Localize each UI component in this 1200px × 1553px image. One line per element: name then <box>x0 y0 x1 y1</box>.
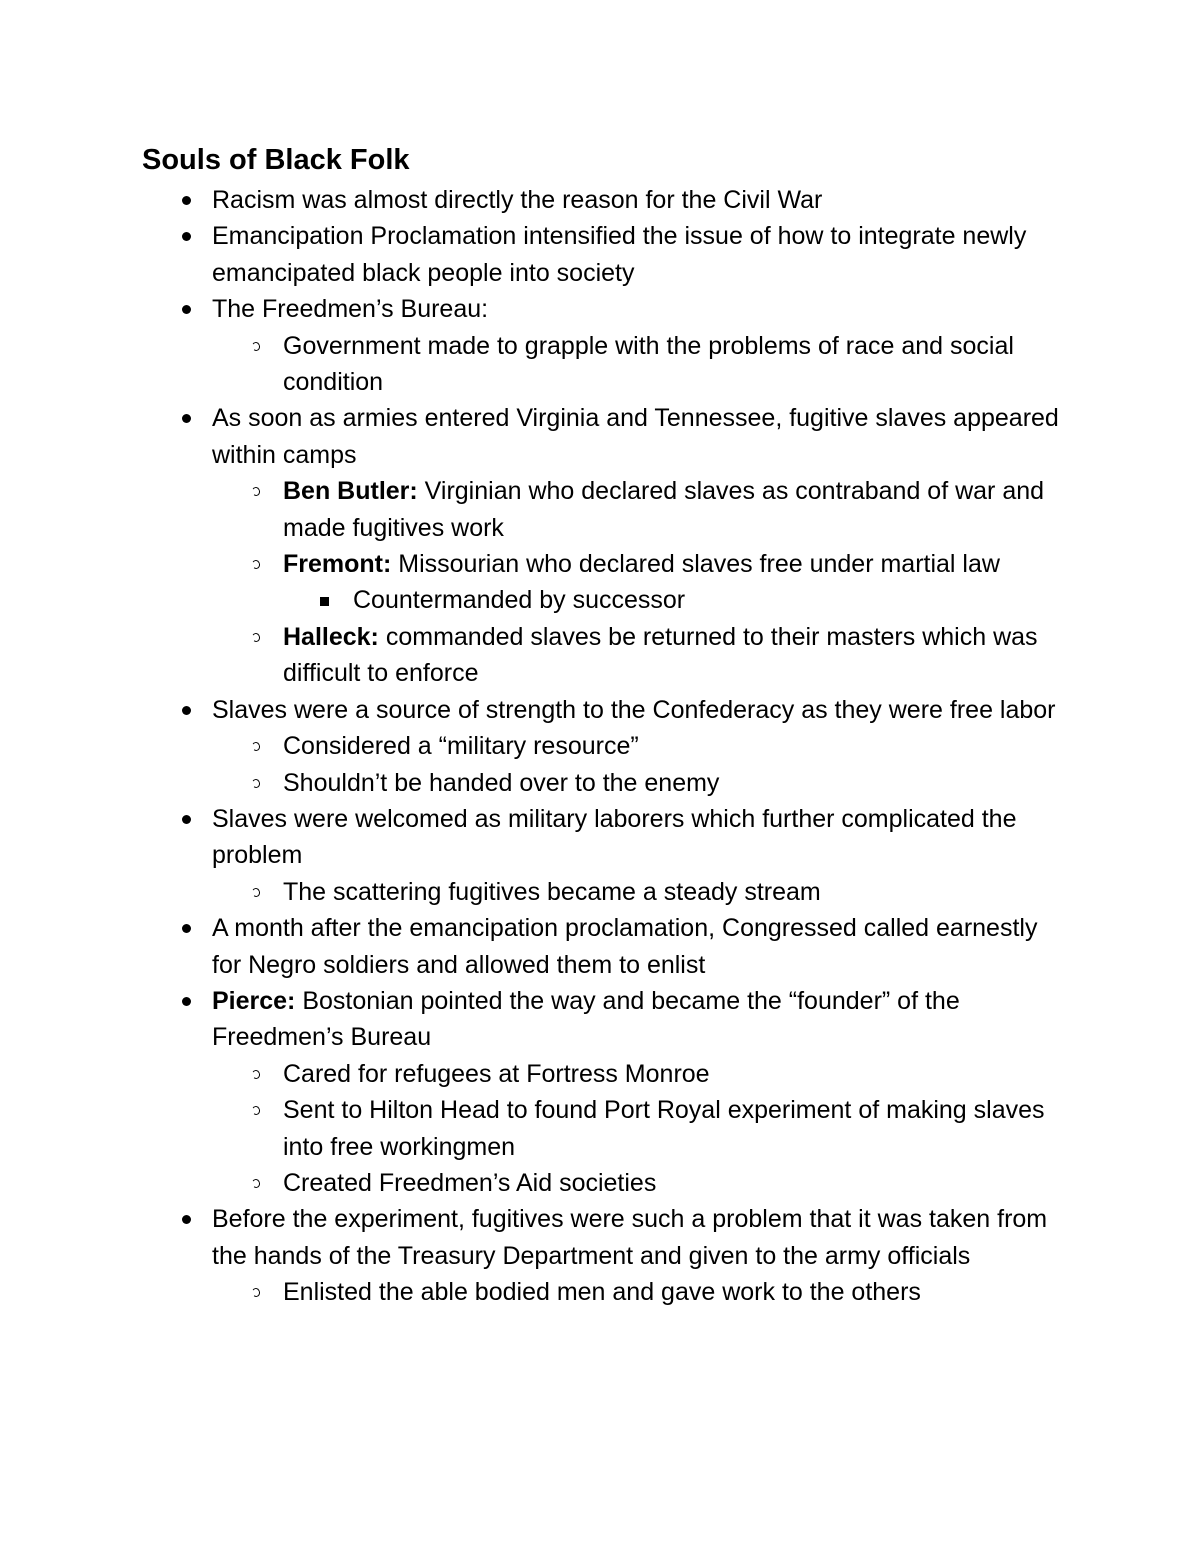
list-item <box>0 291 1062 327</box>
list-item-text: Racism was almost directly the reason for the Civil War <box>212 186 823 214</box>
list-item-text: Before the experiment, fugitives were such a problem that it was taken from the hands of the Treasury Department and given to the army officials <box>212 1205 1048 1270</box>
list-item <box>0 765 1063 801</box>
term-label: Fremont: <box>283 550 392 579</box>
list-item-text: Government made to grapple with the problems of race and social condition <box>283 331 1014 397</box>
list-item-text: Slaves were a source of strength to the Confederacy as they were free labor <box>212 695 1056 724</box>
term-label: Ben Butler: <box>283 477 418 506</box>
list-item-text: A month after the emancipation proclamation, Congressed called earnestly for Negro soldiers and allowed them to enlist <box>212 914 1038 979</box>
list-item-text: Countermanded by successor <box>353 586 686 615</box>
list-item-text: Cared for refugees at Fortress Monroe <box>283 1059 710 1088</box>
list-item-text: As soon as armies entered Virginia and Tennessee, fugitive slaves appeared within camps <box>212 404 1059 469</box>
list-item-text <box>283 619 1063 692</box>
list-item <box>0 400 1062 473</box>
term-description: Missourian who declared slaves free under martial law <box>391 550 1000 579</box>
list-item <box>0 473 1063 546</box>
list-item <box>0 182 1062 218</box>
list-item <box>0 582 1063 618</box>
list-item <box>0 1274 1063 1310</box>
list-item-text: The scattering fugitives became a steady stream <box>283 877 821 906</box>
list-item-text: Shouldn’t be handed over to the enemy <box>283 768 720 797</box>
list-item <box>0 983 1062 1056</box>
list-item-text <box>212 983 1062 1056</box>
list-item-text: Emancipation Proclamation intensified the issue of how to integrate newly emancipated black people into society <box>212 222 1027 287</box>
list-item <box>0 874 1063 910</box>
list-item <box>0 1201 1062 1274</box>
list-item <box>0 619 1063 692</box>
list-item <box>0 546 1063 582</box>
list-item-text <box>283 473 1063 546</box>
list-item <box>0 910 1062 983</box>
list-item <box>0 1165 1063 1201</box>
document-title: Souls of Black Folk <box>142 144 410 176</box>
list-item-text: Considered a “military resource” <box>283 732 639 761</box>
list-item <box>0 218 1062 291</box>
list-item-text <box>283 546 1063 582</box>
list-item <box>0 728 1063 764</box>
list-item-text: Created Freedmen’s Aid societies <box>283 1168 657 1197</box>
list-item-text: Enlisted the able bodied men and gave work to the others <box>283 1278 921 1307</box>
list-item <box>0 692 1062 728</box>
notes-list <box>0 182 1200 1311</box>
list-item <box>0 801 1062 874</box>
list-item <box>0 1056 1063 1092</box>
list-item-text: Slaves were welcomed as military laborers which further complicated the problem <box>212 804 1017 870</box>
term-label: Pierce: <box>212 986 296 1015</box>
list-item-text: Sent to Hilton Head to found Port Royal experiment of making slaves into free workingmen <box>283 1096 1045 1161</box>
term-description: Virginian who declared slaves as contraband of war and made fugitives work <box>283 477 1045 542</box>
list-item <box>0 1092 1063 1165</box>
list-item <box>0 328 1063 401</box>
term-description: Bostonian pointed the way and became the “founder” of the Freedmen’s Bureau <box>212 986 960 1052</box>
term-description: commanded slaves be returned to their masters which was difficult to enforce <box>283 622 1038 688</box>
list-item-text: The Freedmen’s Bureau: <box>212 295 489 324</box>
term-label: Halleck: <box>283 622 379 651</box>
